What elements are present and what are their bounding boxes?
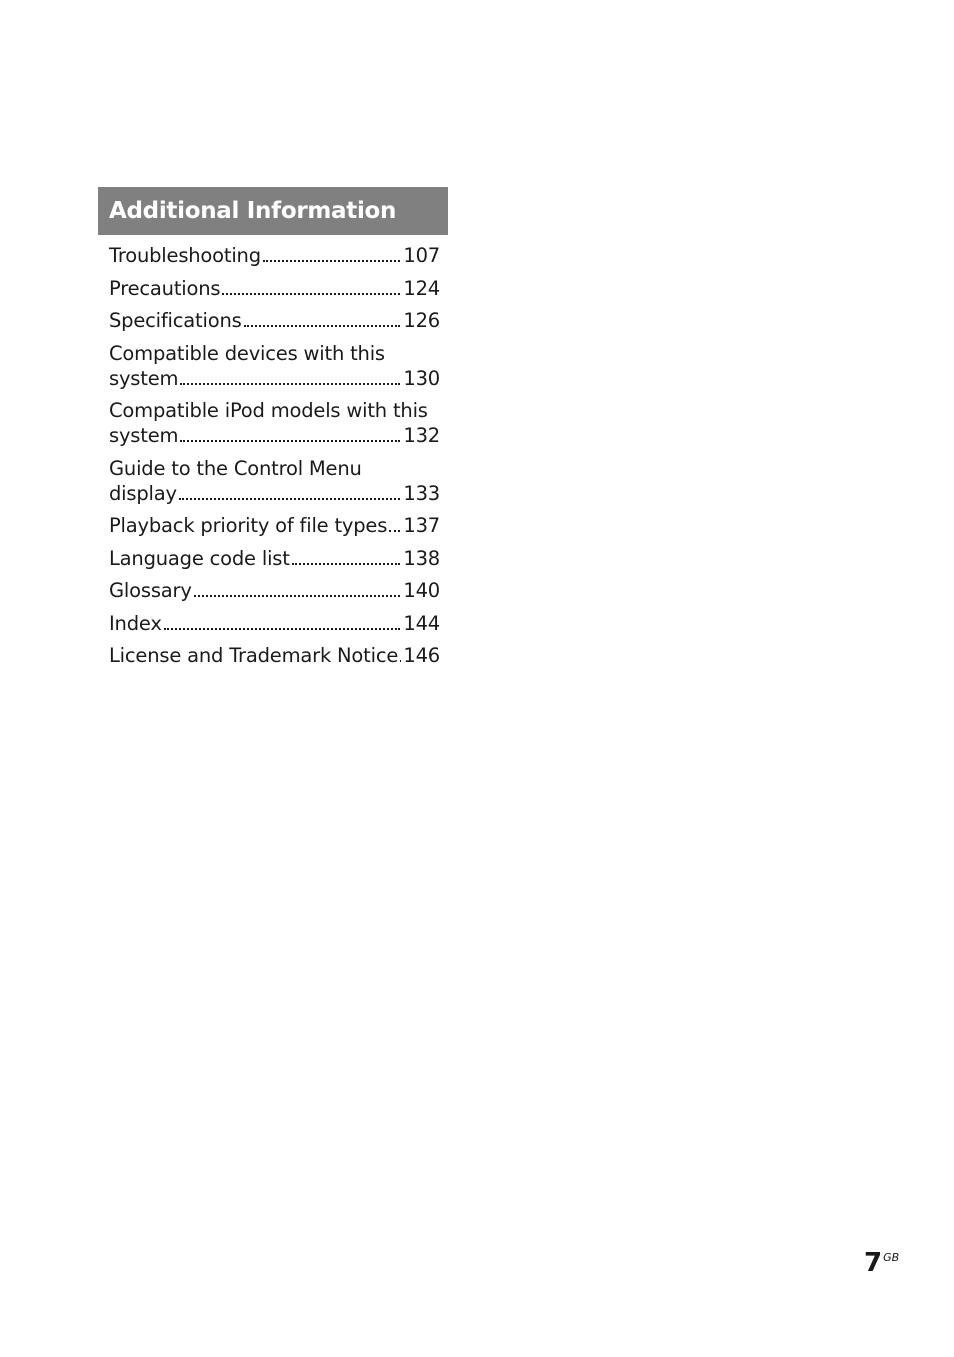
dot-leader: [180, 366, 400, 391]
dot-leader: [292, 546, 401, 571]
toc-entry-control-menu-guide[interactable]: [109, 456, 440, 506]
toc-entry-title: system: [109, 366, 179, 390]
toc-entry-page: 140: [403, 579, 440, 602]
dot-leader: [263, 243, 400, 268]
toc-entry-title: Playback priority of file types: [109, 514, 388, 537]
dot-leader: [222, 276, 400, 301]
toc-entry-compatible-devices[interactable]: [109, 341, 440, 391]
toc-entry-page: 107: [403, 244, 440, 267]
toc-entry-title-line1: Compatible devices with this: [109, 341, 385, 365]
toc-entry-title: Specifications: [109, 309, 242, 332]
toc-entry-page: 133: [403, 481, 440, 505]
dot-leader: [389, 513, 400, 538]
toc-entry-precautions[interactable]: [109, 276, 440, 301]
toc-entry-page: 146: [403, 644, 440, 667]
toc-entry-title: Troubleshooting: [109, 244, 261, 267]
toc-entry-title: Glossary: [109, 579, 192, 602]
dot-leader: [244, 308, 401, 333]
page-number-suffix: GB: [883, 1251, 900, 1264]
toc-entry-page: 137: [403, 514, 440, 537]
toc-entry-title: display: [109, 481, 177, 505]
toc-entry-language-code-list[interactable]: [109, 546, 440, 571]
toc-entry-page: 138: [403, 546, 440, 570]
section-title: Additional Information: [109, 198, 397, 224]
toc-entry-compatible-ipod-models[interactable]: [109, 398, 440, 448]
toc-entry-page: 124: [403, 276, 440, 300]
toc-entry-title: system: [109, 424, 179, 447]
toc-entry-specifications[interactable]: [109, 308, 440, 333]
toc-entry-glossary[interactable]: [109, 578, 440, 603]
dot-leader: [179, 481, 401, 506]
page-number-value: 7: [864, 1248, 883, 1278]
toc-entry-title: Index: [109, 611, 162, 635]
toc-entry-title: Precautions: [109, 276, 221, 300]
dot-leader: [164, 611, 401, 636]
toc-entry-title-line1: Guide to the Control Menu: [109, 456, 362, 480]
toc-entry-title-line1: Compatible iPod models with this: [109, 399, 428, 422]
toc-entry-title: License and Trademark Notice: [109, 644, 399, 667]
toc-entry-page: 126: [403, 309, 440, 332]
dot-leader: [194, 578, 401, 603]
toc-entry-page: 132: [403, 424, 440, 447]
page-number: [864, 1248, 899, 1278]
toc-entry-page: 130: [403, 366, 440, 390]
toc-entry-page: 144: [403, 611, 440, 635]
toc-entry-license-trademark[interactable]: [109, 643, 440, 668]
table-of-contents: [109, 243, 440, 676]
section-header: [98, 187, 448, 235]
toc-entry-index[interactable]: [109, 611, 440, 636]
toc-entry-title: Language code list: [109, 546, 290, 570]
dot-leader: [180, 423, 400, 448]
toc-entry-playback-priority[interactable]: [109, 513, 440, 538]
toc-entry-troubleshooting[interactable]: [109, 243, 440, 268]
